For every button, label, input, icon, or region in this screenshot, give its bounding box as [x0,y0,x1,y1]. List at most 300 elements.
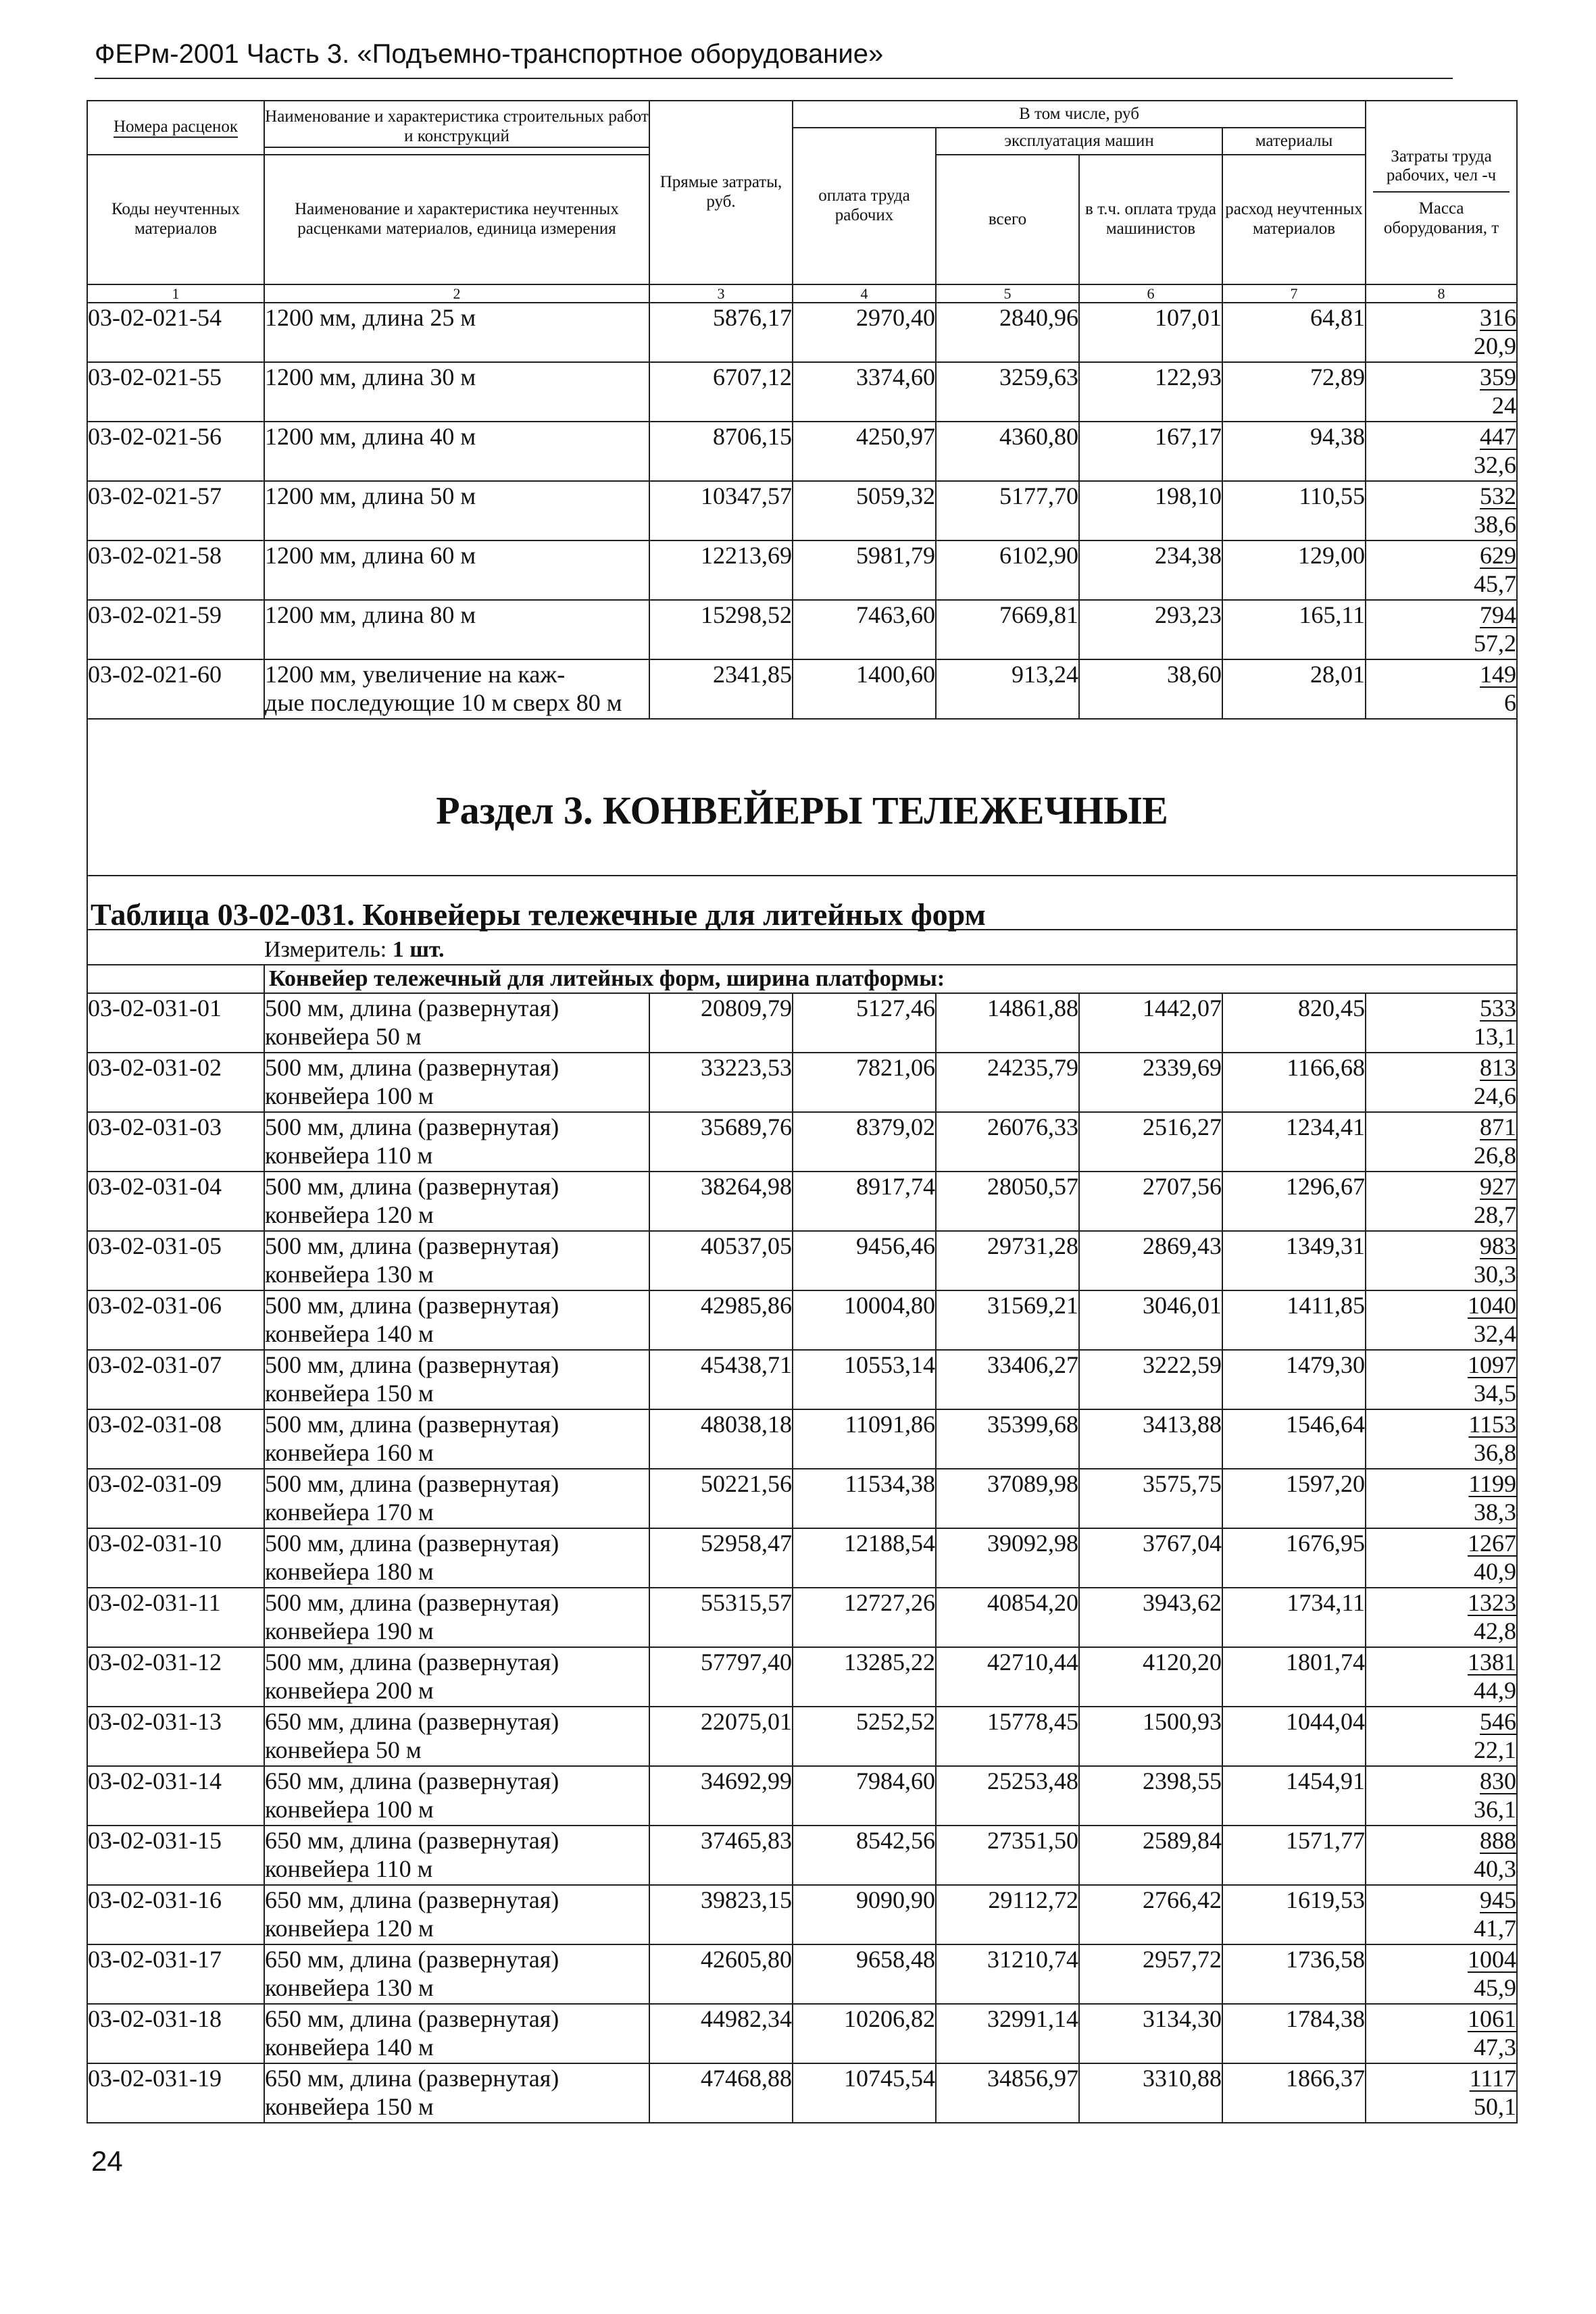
labor-mass [1366,993,1517,1053]
table-row [87,2004,1517,2063]
machinists-pay: 1442,07 [1079,993,1222,1053]
equipment-mass: 32,6 [1474,451,1517,479]
equipment-mass: 32,4 [1474,1320,1517,1348]
work-name-line2: конвейера 180 м [265,1558,434,1586]
work-name [264,1647,649,1707]
col-number: 4 [793,284,936,303]
rate-code: 03-02-031-16 [87,1885,264,1944]
rate-code: 03-02-031-17 [87,1944,264,2004]
machinists-pay: 122,93 [1079,362,1222,422]
labor-pay: 5059,32 [793,481,936,540]
labor-mass [1366,1766,1517,1826]
labor-pay: 8917,74 [793,1172,936,1231]
machinists-pay: 3943,62 [1079,1588,1222,1647]
machinists-pay: 2339,69 [1079,1053,1222,1112]
direct-costs: 47468,88 [649,2063,793,2123]
machine-total: 15778,45 [936,1707,1079,1766]
work-name-line1: 500 мм, длина (развернутая) [265,1351,559,1379]
direct-costs: 50221,56 [649,1469,793,1528]
header-labor-pay: оплата труда рабочих [793,128,936,284]
labor-hours: 1040 [1468,1292,1517,1319]
equipment-mass: 36,8 [1474,1439,1517,1467]
work-name-line2: конвейера 150 м [265,1380,434,1407]
materials: 72,89 [1222,362,1366,422]
work-name-line2: конвейера 140 м [265,1320,434,1348]
subheading: Конвейер тележечный для литейных форм, ширина платформы: [264,965,1517,993]
labor-hours: 1199 [1468,1470,1517,1498]
materials: 1597,20 [1222,1469,1366,1528]
labor-pay: 7821,06 [793,1053,936,1112]
materials: 129,00 [1222,540,1366,600]
header-machine-total: всего [936,155,1079,284]
work-name [264,1231,649,1290]
equipment-mass: 6 [1504,689,1517,717]
work-name-line2: конвейера 110 м [265,1142,433,1169]
labor-mass [1366,362,1517,422]
rate-code: 03-02-031-01 [87,993,264,1053]
direct-costs: 52958,47 [649,1528,793,1588]
labor-pay: 13285,22 [793,1647,936,1707]
work-name-line2: конвейера 170 м [265,1499,434,1526]
labor-hours: 1004 [1468,1946,1517,1973]
direct-costs: 42985,86 [649,1290,793,1350]
rate-code: 03-02-031-03 [87,1112,264,1172]
section-title: Раздел 3. КОНВЕЙЕРЫ ТЕЛЕЖЕЧНЫЕ [87,719,1517,876]
labor-mass [1366,1826,1517,1885]
labor-mass [1366,1350,1517,1409]
work-name-line2: конвейера 130 м [265,1974,434,2002]
equipment-mass: 45,7 [1474,570,1517,598]
equipment-mass: 28,7 [1474,1201,1517,1229]
work-name-line1: 650 мм, длина (развернутая) [265,1767,559,1795]
labor-hours: 359 [1480,363,1517,391]
equipment-mass: 40,9 [1474,1558,1517,1586]
equipment-mass: 24 [1492,392,1517,420]
machinists-pay: 38,60 [1079,659,1222,719]
work-name [264,540,649,600]
machine-total: 28050,57 [936,1172,1079,1231]
table-row [87,1112,1517,1172]
equipment-mass: 13,1 [1474,1023,1517,1051]
col-number: 7 [1222,284,1366,303]
machine-total: 42710,44 [936,1647,1079,1707]
work-name-line2: конвейера 190 м [265,1617,434,1645]
section-block [87,719,1517,993]
materials: 1619,53 [1222,1885,1366,1944]
col-number: 1 [87,284,264,303]
labor-pay: 2970,40 [793,303,936,362]
work-name-line1: 500 мм, длина (развернутая) [265,1232,559,1260]
table-row [87,1290,1517,1350]
machine-total: 40854,20 [936,1588,1079,1647]
work-name-line1: 500 мм, длина (развернутая) [265,1589,559,1617]
measure-label: Измеритель: [264,937,387,963]
direct-costs: 40537,05 [649,1231,793,1290]
rate-code: 03-02-031-18 [87,2004,264,2063]
work-name [264,422,649,481]
table-row [87,993,1517,1053]
table-row [87,362,1517,422]
table-row [87,422,1517,481]
labor-hours: 1061 [1468,2005,1517,2033]
work-name-line1: 650 мм, длина (развернутая) [265,2005,559,2033]
table-title: Таблица 03-02-031. Конвейеры тележечные для литейных форм [87,876,1517,930]
work-name-line1: 650 мм, длина (развернутая) [265,1946,559,1973]
direct-costs: 33223,53 [649,1053,793,1112]
materials: 110,55 [1222,481,1366,540]
labor-pay: 4250,97 [793,422,936,481]
direct-costs: 37465,83 [649,1826,793,1885]
machine-total: 26076,33 [936,1112,1079,1172]
rate-code: 03-02-031-10 [87,1528,264,1588]
direct-costs: 2341,85 [649,659,793,719]
page-number: 24 [91,2145,123,2177]
equipment-mass: 38,6 [1474,511,1517,538]
labor-pay: 10553,14 [793,1350,936,1409]
direct-costs: 35689,76 [649,1112,793,1172]
work-name-line1: 500 мм, длина (развернутая) [265,1649,559,1676]
header-rule [95,78,1453,79]
equipment-mass: 36,1 [1474,1796,1517,1823]
direct-costs: 42605,80 [649,1944,793,2004]
machinists-pay: 2869,43 [1079,1231,1222,1290]
labor-hours: 629 [1480,542,1517,570]
labor-mass [1366,1231,1517,1290]
direct-costs: 48038,18 [649,1409,793,1469]
machinists-pay: 3134,30 [1079,2004,1222,2063]
direct-costs: 57797,40 [649,1647,793,1707]
labor-pay: 3374,60 [793,362,936,422]
labor-mass [1366,1647,1517,1707]
materials: 1454,91 [1222,1766,1366,1826]
labor-mass [1366,1588,1517,1647]
work-name [264,1826,649,1885]
machine-total: 29112,72 [936,1885,1079,1944]
materials: 1411,85 [1222,1290,1366,1350]
direct-costs: 44982,34 [649,2004,793,2063]
labor-mass [1366,481,1517,540]
machine-total: 5177,70 [936,481,1079,540]
work-name [264,1053,649,1112]
header-col1-top: Номера расценок [87,101,264,155]
machine-total: 2840,96 [936,303,1079,362]
rate-code: 03-02-021-55 [87,362,264,422]
rate-code: 03-02-031-12 [87,1647,264,1707]
labor-hours: 546 [1480,1708,1517,1736]
table-row [87,1409,1517,1469]
labor-hours: 888 [1480,1827,1517,1855]
direct-costs: 5876,17 [649,303,793,362]
labor-pay: 1400,60 [793,659,936,719]
labor-hours: 149 [1480,661,1517,688]
labor-mass [1366,1885,1517,1944]
work-name [264,1350,649,1409]
rate-code: 03-02-031-07 [87,1350,264,1409]
work-name-line2: конвейера 150 м [265,2093,434,2121]
rate-code: 03-02-021-57 [87,481,264,540]
col-number: 5 [936,284,1079,303]
table-row [87,659,1517,719]
labor-mass [1366,1944,1517,2004]
rate-code: 03-02-021-56 [87,422,264,481]
machine-total: 35399,68 [936,1409,1079,1469]
direct-costs: 34692,99 [649,1766,793,1826]
labor-hours: 945 [1480,1886,1517,1914]
labor-hours: 532 [1480,482,1517,510]
labor-hours: 1153 [1468,1411,1517,1438]
work-name-line1: 1200 мм, увеличение на каж- [265,661,566,688]
machinists-pay: 3222,59 [1079,1350,1222,1409]
machine-total: 25253,48 [936,1766,1079,1826]
measure-value: 1 шт. [392,937,445,963]
work-name [264,481,649,540]
direct-costs: 22075,01 [649,1707,793,1766]
work-name [264,1409,649,1469]
labor-pay: 9658,48 [793,1944,936,2004]
rate-code: 03-02-031-02 [87,1053,264,1112]
materials: 820,45 [1222,993,1366,1053]
materials: 94,38 [1222,422,1366,481]
table-row [87,303,1517,362]
machine-total: 32991,14 [936,2004,1079,2063]
rate-code: 03-02-031-09 [87,1469,264,1528]
table-row [87,1172,1517,1231]
work-name [264,1588,649,1647]
work-name [264,362,649,422]
labor-mass [1366,1528,1517,1588]
work-name-line2: конвейера 120 м [265,1915,434,1942]
table-row [87,1647,1517,1707]
equipment-mass: 30,3 [1474,1261,1517,1288]
rate-code: 03-02-031-14 [87,1766,264,1826]
equipment-mass: 24,6 [1474,1082,1517,1110]
header-materials-use: расход неучтенных материалов [1222,155,1366,284]
labor-mass [1366,2004,1517,2063]
labor-mass [1366,1172,1517,1231]
header-materials: материалы [1222,128,1366,155]
equipment-mass: 42,8 [1474,1617,1517,1645]
labor-hours: 1381 [1468,1649,1517,1676]
work-name-line1: 500 мм, длина (развернутая) [265,1173,559,1201]
work-name-line1: 500 мм, длина (развернутая) [265,1113,559,1141]
labor-pay: 9456,46 [793,1231,936,1290]
materials: 64,81 [1222,303,1366,362]
rate-code: 03-02-031-15 [87,1826,264,1885]
labor-mass [1366,2063,1517,2123]
bottom-rows [87,993,1517,2123]
labor-hours: 983 [1480,1232,1517,1260]
labor-mass [1366,1112,1517,1172]
table-row [87,1826,1517,1885]
work-name-line1: 500 мм, длина (развернутая) [265,1411,559,1438]
machinists-pay: 234,38 [1079,540,1222,600]
work-name-line2: конвейера 130 м [265,1261,434,1288]
machinists-pay: 2589,84 [1079,1826,1222,1885]
materials: 1044,04 [1222,1707,1366,1766]
work-name [264,993,649,1053]
rate-code: 03-02-031-19 [87,2063,264,2123]
work-name [264,1766,649,1826]
work-name [264,659,649,719]
work-name-line1: 500 мм, длина (развернутая) [265,995,559,1022]
materials: 1784,38 [1222,2004,1366,2063]
direct-costs: 10347,57 [649,481,793,540]
machinists-pay: 2398,55 [1079,1766,1222,1826]
running-head: ФЕРм-2001 Часть 3. «Подъемно-транспортное оборудование» [95,39,884,69]
rates-table [86,100,1518,2123]
rate-code: 03-02-031-13 [87,1707,264,1766]
labor-pay: 10206,82 [793,2004,936,2063]
table-row [87,540,1517,600]
header-including: В том числе, руб [793,101,1366,128]
machine-total: 33406,27 [936,1350,1079,1409]
top-rows [87,303,1517,719]
table-row [87,1528,1517,1588]
labor-pay: 5252,52 [793,1707,936,1766]
work-name-line2: конвейера 200 м [265,1677,434,1705]
direct-costs: 15298,52 [649,600,793,659]
machine-total: 4360,80 [936,422,1079,481]
rate-code: 03-02-031-04 [87,1172,264,1231]
work-name-line2: конвейера 100 м [265,1796,434,1823]
equipment-mass: 22,1 [1474,1736,1517,1764]
work-name [264,1885,649,1944]
work-name-line1: 650 мм, длина (развернутая) [265,2065,559,2092]
work-name-line1: 500 мм, длина (развернутая) [265,1292,559,1319]
labor-pay: 8379,02 [793,1112,936,1172]
labor-hours: 1267 [1468,1530,1517,1557]
machine-total: 31210,74 [936,1944,1079,2004]
labor-pay: 5127,46 [793,993,936,1053]
equipment-mass: 20,9 [1474,332,1517,360]
rate-code: 03-02-021-60 [87,659,264,719]
machine-total: 14861,88 [936,993,1079,1053]
work-name-line2: конвейера 50 м [265,1736,422,1764]
table-row [87,1885,1517,1944]
labor-hours: 447 [1480,423,1517,451]
labor-pay: 7463,60 [793,600,936,659]
machinists-pay: 2516,27 [1079,1112,1222,1172]
table-row [87,1766,1517,1826]
materials: 1479,30 [1222,1350,1366,1409]
col-number: 2 [264,284,649,303]
materials: 1546,64 [1222,1409,1366,1469]
work-name [264,1172,649,1231]
machinists-pay: 198,10 [1079,481,1222,540]
labor-hours: 794 [1480,601,1517,629]
labor-hours: 813 [1480,1054,1517,1082]
labor-hours: 316 [1480,304,1517,332]
work-name [264,303,649,362]
labor-pay: 10745,54 [793,2063,936,2123]
table-row [87,1053,1517,1112]
header-machine-op: эксплуатация машин [936,128,1222,155]
direct-costs: 8706,15 [649,422,793,481]
materials: 1571,77 [1222,1826,1366,1885]
machinists-pay: 2766,42 [1079,1885,1222,1944]
table-row [87,481,1517,540]
machinists-pay: 3046,01 [1079,1290,1222,1350]
equipment-mass: 47,3 [1474,2034,1517,2061]
machine-total: 24235,79 [936,1053,1079,1112]
work-name [264,1112,649,1172]
labor-pay: 10004,80 [793,1290,936,1350]
machinists-pay: 3575,75 [1079,1469,1222,1528]
labor-mass [1366,1053,1517,1112]
labor-mass [1366,659,1517,719]
col-number: 8 [1366,284,1517,303]
materials: 1801,74 [1222,1647,1366,1707]
direct-costs: 38264,98 [649,1172,793,1231]
rate-code: 03-02-021-54 [87,303,264,362]
work-name-line1: 500 мм, длина (развернутая) [265,1530,559,1557]
labor-hours: 871 [1480,1113,1517,1141]
work-name [264,1944,649,2004]
work-name-line2: конвейера 140 м [265,2034,434,2061]
labor-pay: 11091,86 [793,1409,936,1469]
labor-mass [1366,1707,1517,1766]
work-name [264,1528,649,1588]
labor-hours: 533 [1480,995,1517,1022]
machinists-pay: 2957,72 [1079,1944,1222,2004]
work-name-line1: 650 мм, длина (развернутая) [265,1827,559,1855]
labor-pay: 12727,26 [793,1588,936,1647]
materials: 165,11 [1222,600,1366,659]
direct-costs: 6707,12 [649,362,793,422]
labor-hours: 1117 [1469,2065,1517,2092]
labor-mass [1366,1469,1517,1528]
materials: 1296,67 [1222,1172,1366,1231]
labor-pay: 9090,90 [793,1885,936,1944]
machinists-pay: 107,01 [1079,303,1222,362]
rate-code: 03-02-031-06 [87,1290,264,1350]
machine-total: 37089,98 [936,1469,1079,1528]
table-row [87,1707,1517,1766]
materials: 28,01 [1222,659,1366,719]
equipment-mass: 57,2 [1474,630,1517,657]
machine-total: 7669,81 [936,600,1079,659]
work-name-line1: 500 мм, длина (развернутая) [265,1054,559,1082]
machinists-pay: 2707,56 [1079,1172,1222,1231]
rate-code: 03-02-031-08 [87,1409,264,1469]
header-col8: Затраты труда рабочих, чел -ч Масса оборудования, т [1366,101,1517,284]
work-name-line2: конвейера 120 м [265,1201,434,1229]
machine-total: 39092,98 [936,1528,1079,1588]
materials: 1166,68 [1222,1053,1366,1112]
labor-pay: 12188,54 [793,1528,936,1588]
labor-mass [1366,1409,1517,1469]
table-row [87,2063,1517,2123]
equipment-mass: 44,9 [1474,1677,1517,1705]
machinists-pay: 4120,20 [1079,1647,1222,1707]
machinists-pay: 167,17 [1079,422,1222,481]
work-name-line1: 650 мм, длина (развернутая) [265,1886,559,1914]
materials: 1349,31 [1222,1231,1366,1290]
header-col2-top: Наименование и характеристика строительных работ и конструкций [264,101,649,155]
machinists-pay: 3767,04 [1079,1528,1222,1588]
work-name-line1: 1200 мм, длина 60 м [265,542,476,570]
work-name [264,600,649,659]
equipment-mass: 34,5 [1474,1380,1517,1407]
machine-total: 3259,63 [936,362,1079,422]
labor-mass [1366,1290,1517,1350]
machinists-pay: 3413,88 [1079,1409,1222,1469]
labor-mass [1366,540,1517,600]
labor-mass [1366,303,1517,362]
work-name-line2: конвейера 50 м [265,1023,422,1051]
materials: 1734,11 [1222,1588,1366,1647]
direct-costs: 39823,15 [649,1885,793,1944]
